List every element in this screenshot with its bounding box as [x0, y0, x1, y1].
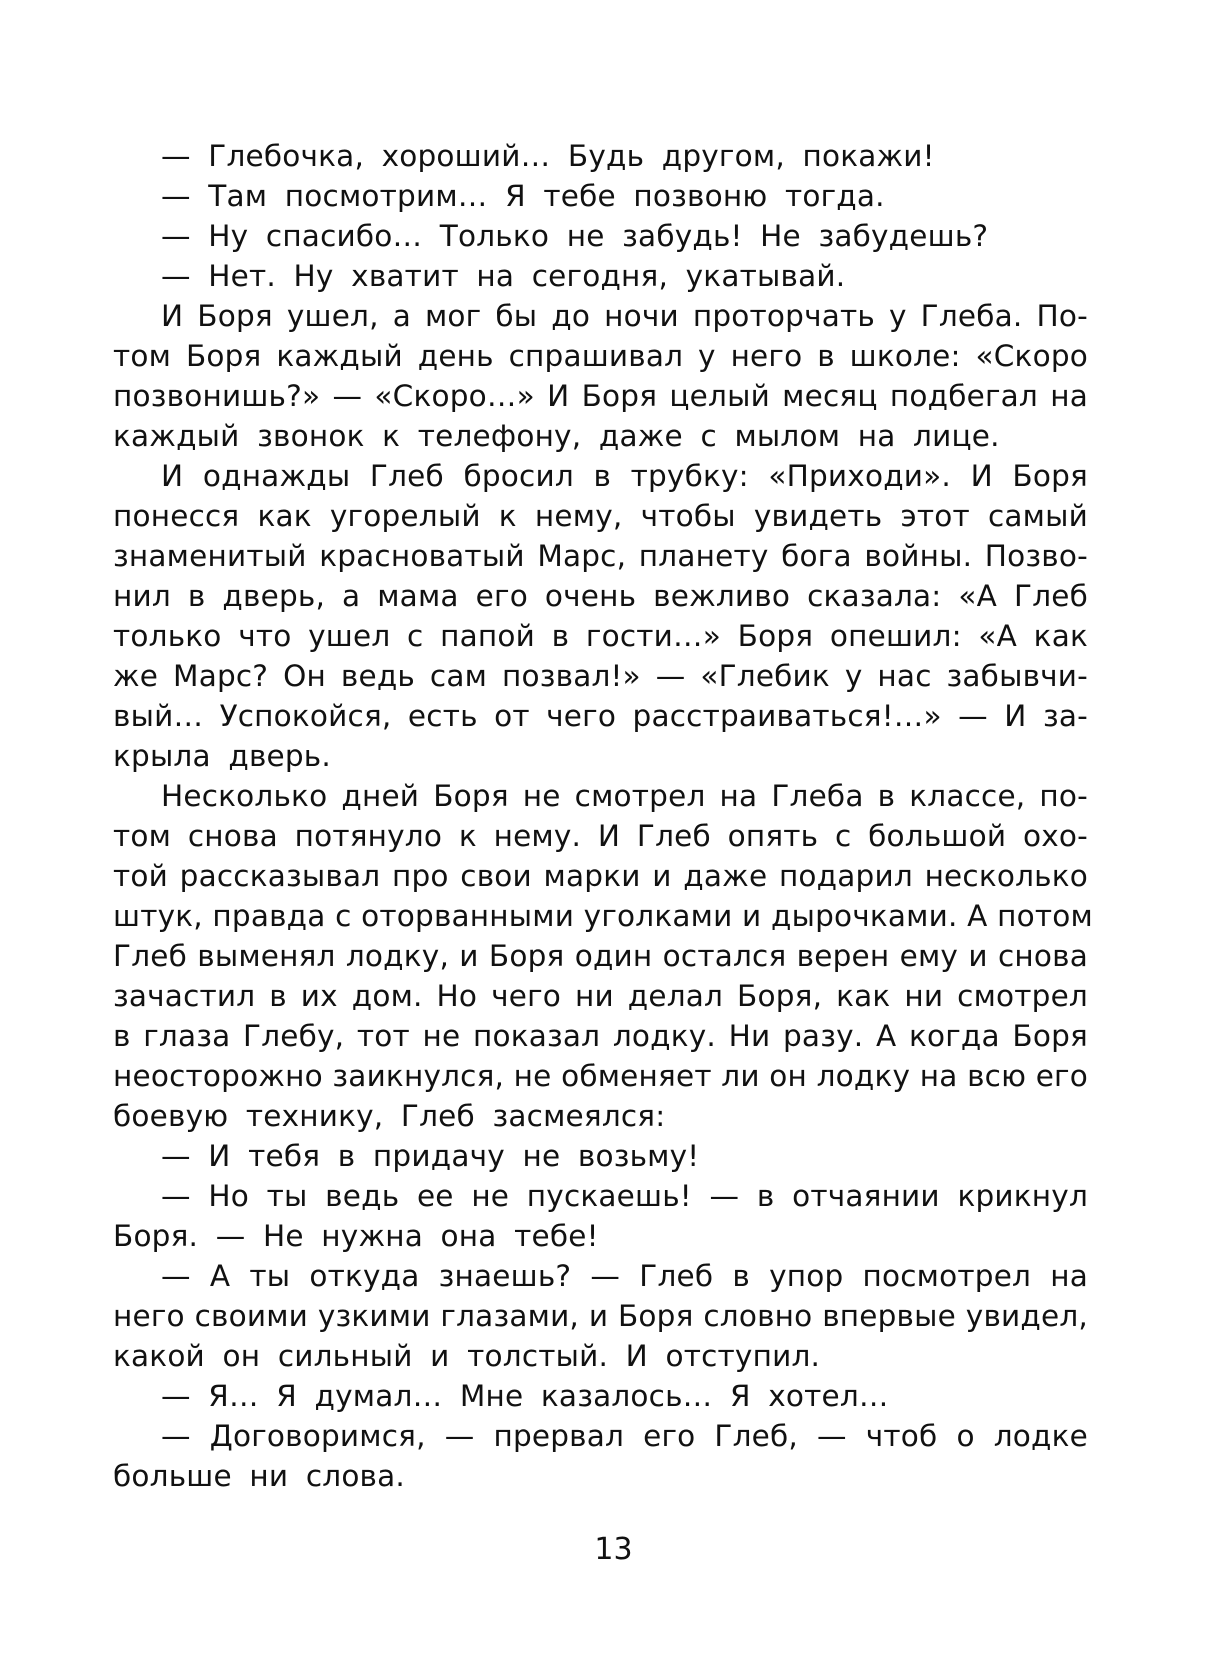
text-line: только что ушел с папой в гости…» Боря опешил: «А как: [113, 619, 1088, 653]
text-line: И однажды Глеб бросил в трубку: «Приходи». И Боря: [161, 459, 1088, 493]
text-line: — Я… Я думал… Мне казалось… Я хотел…: [161, 1379, 889, 1413]
text-line: штук, правда с оторванными уголками и дырочками. А потом: [113, 899, 1093, 933]
text-line: И Боря ушел, а мог бы до ночи проторчать у Глеба. По-: [161, 299, 1088, 333]
text-line: нил в дверь, а мама его очень вежливо сказала: «А Глеб: [113, 579, 1088, 613]
text-line: вый… Успокойся, есть от чего расстраиваться!…» — И за-: [113, 699, 1088, 733]
text-line: — Ну спасибо… Только не забудь! Не забудешь?: [161, 219, 989, 253]
text-line: больше ни слова.: [113, 1459, 406, 1493]
text-line: том снова потянуло к нему. И Глеб опять с большой охо-: [113, 819, 1088, 853]
text-line: Боря. — Не нужна она тебе!: [113, 1219, 599, 1253]
text-line: неосторожно заикнулся, не обменяет ли он лодку на всю его: [113, 1059, 1089, 1093]
text-line: какой он сильный и толстый. И отступил.: [113, 1339, 821, 1373]
text-line: боевую технику, Глеб засмеялся:: [113, 1099, 666, 1133]
text-line: — Нет. Ну хватит на сегодня, укатывай.: [161, 259, 846, 293]
text-line: — А ты откуда знаешь? — Глеб в упор посмотрел на: [161, 1259, 1088, 1293]
text-line: — И тебя в придачу не возьму!: [161, 1139, 700, 1173]
text-line: него своими узкими глазами, и Боря словно впервые увидел,: [113, 1299, 1088, 1333]
text-line: зачастил в их дом. Но чего ни делал Боря, как ни смотрел: [113, 979, 1088, 1013]
text-line: том Боря каждый день спрашивал у него в школе: «Скоро: [113, 339, 1088, 373]
text-line: — Глебочка, хороший… Будь другом, покажи!: [161, 139, 935, 173]
page-number: 13: [594, 1532, 633, 1567]
text-line: в глаза Глебу, тот не показал лодку. Ни разу. А когда Боря: [113, 1019, 1088, 1053]
page-body-text: [113, 136, 1093, 1496]
text-line: — Договоримся, — прервал его Глеб, — чтоб о лодке: [161, 1419, 1088, 1453]
text-line: той рассказывал про свои марки и даже подарил несколько: [113, 859, 1088, 893]
text-line: знаменитый красноватый Марс, планету бога войны. Позво-: [113, 539, 1088, 573]
text-line: крыла дверь.: [113, 739, 331, 773]
text-line: же Марс? Он ведь сам позвал!» — «Глебик у нас забывчи-: [113, 659, 1088, 693]
text-line: — Но ты ведь ее не пускаешь! — в отчаянии крикнул: [161, 1179, 1088, 1213]
text-line: понесся как угорелый к нему, чтобы увидеть этот самый: [113, 499, 1088, 533]
text-line: позвонишь?» — «Скоро…» И Боря целый месяц подбегал на: [113, 379, 1088, 413]
text-line: Несколько дней Боря не смотрел на Глеба в классе, по-: [161, 779, 1088, 813]
text-line: каждый звонок к телефону, даже с мылом на лице.: [113, 419, 1000, 453]
text-line: Глеб выменял лодку, и Боря один остался верен ему и снова: [113, 939, 1088, 973]
text-line: — Там посмотрим… Я тебе позвоню тогда.: [161, 179, 885, 213]
